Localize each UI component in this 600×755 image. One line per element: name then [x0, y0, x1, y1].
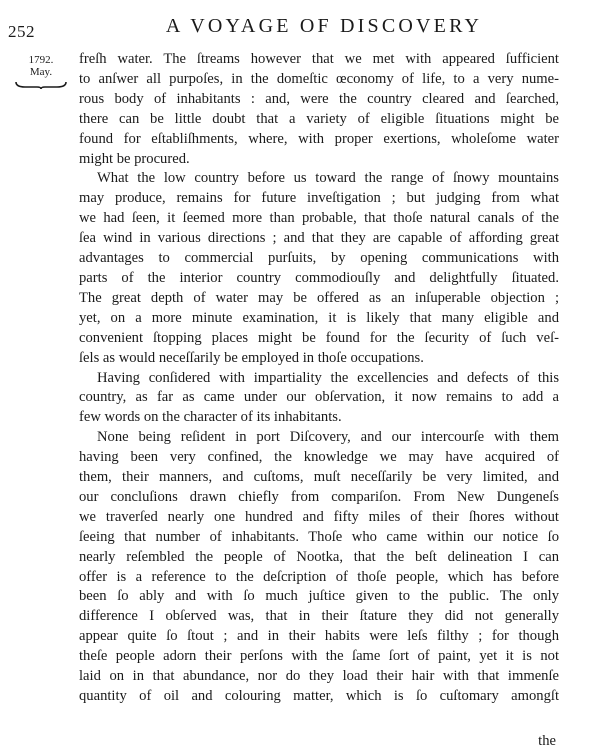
text-line: may produce, remains for future inveſtigation ; but judging from what [79, 190, 559, 207]
text-line: rous body of inhabitants : and, were the country cleared and ſearched, [79, 90, 559, 107]
body-text [79, 50, 559, 707]
text-line: Having conſidered with impartiality the excellencies and defects of this [97, 369, 559, 386]
text-line: offer is a reference to the deſcription of thoſe people, which has before [79, 568, 559, 585]
text-line: freſh water. The ſtreams however that we met with appeared ſufficient [79, 51, 559, 67]
text-line: parts of the interior country commodiouſly and delightfully ſituated. [79, 269, 559, 286]
text-line: ſeeing that number of inhabitants. Thoſe who came within our notice ſo [79, 528, 559, 545]
margin-date-note [12, 54, 70, 90]
text-line: few words on the character of its inhabitants. [79, 409, 342, 426]
text-line: laid on in that abundance, nor do they load their hair with that immenſe [79, 668, 559, 685]
text-block [79, 50, 559, 707]
text-line: ſea wind in various directions ; and that they are capable of affording great [79, 230, 559, 247]
text-line: might be procured. [79, 150, 190, 167]
text-line: yet, on a more minute examination, it is likely that many eligible and [79, 309, 559, 326]
text-line: nearly reſembled the people of Nootka, that the beſt delineation I can [79, 548, 559, 565]
text-line: theſe people adorn their perſons with the ſame ſort of paint, yet it is not [79, 648, 559, 665]
text-line: our concluſions drawn chiefly from compariſon. From New Dungeneſs [79, 488, 559, 505]
margin-month: May. [29, 66, 53, 78]
running-head: A VOYAGE OF DISCOVERY [165, 15, 483, 37]
text-line: having been very confined, the knowledge we may have acquired of [79, 449, 559, 466]
text-line: None being reſident in port Diſcovery, and our intercourſe with them [97, 429, 559, 446]
text-line: country, as far as came under our obſervation, it now remains to add a [79, 389, 559, 406]
text-line: been ſo ably and with ſo much juſtice given to the public. The only [79, 588, 559, 605]
text-line: we had ſeen, it ſeemed more than probable, that thoſe natural canals of the [79, 210, 559, 227]
text-line: to anſwer all purpoſes, in the domeſtic œconomy of life, to a very nume- [79, 70, 559, 87]
text-line: advantages to commercial purſuits, by opening communications with [79, 250, 559, 267]
text-line: The great depth of water may be offered as an inſuperable objection ; [79, 289, 559, 306]
text-line: quantity of oil and colouring matter, which is ſo cuſtomary amongſt [79, 688, 559, 704]
text-line: What the low country before us toward the range of ſnowy mountains [97, 170, 559, 187]
text-line: them, their manners, and cuſtoms, muſt neceſſarily be very limited, and [79, 469, 559, 486]
text-line: there can be little doubt that a variety of eligible ſituations might be [79, 110, 559, 127]
catchword: the [538, 733, 556, 749]
brace-ornament-icon [15, 80, 67, 90]
page-number: 252 [8, 22, 35, 41]
text-line: we traverſed nearly one hundred and fifty miles of their ſhores without [79, 508, 559, 525]
text-line: found for eſtabliſhments, where, with proper exertions, wholeſome water [79, 130, 559, 147]
text-line: appear quite ſo ſtout ; and in their habits were leſs filthy ; for though [79, 628, 559, 645]
text-line: difference I obſerved was, that in their ſtature they did not generally [79, 608, 559, 625]
text-line: convenient ſtopping places might be found for the ſecurity of ſuch veſ- [79, 329, 559, 346]
text-line: ſels as would neceſſarily be employed in thoſe occupations. [79, 349, 424, 366]
margin-year: 1792. [28, 54, 54, 66]
